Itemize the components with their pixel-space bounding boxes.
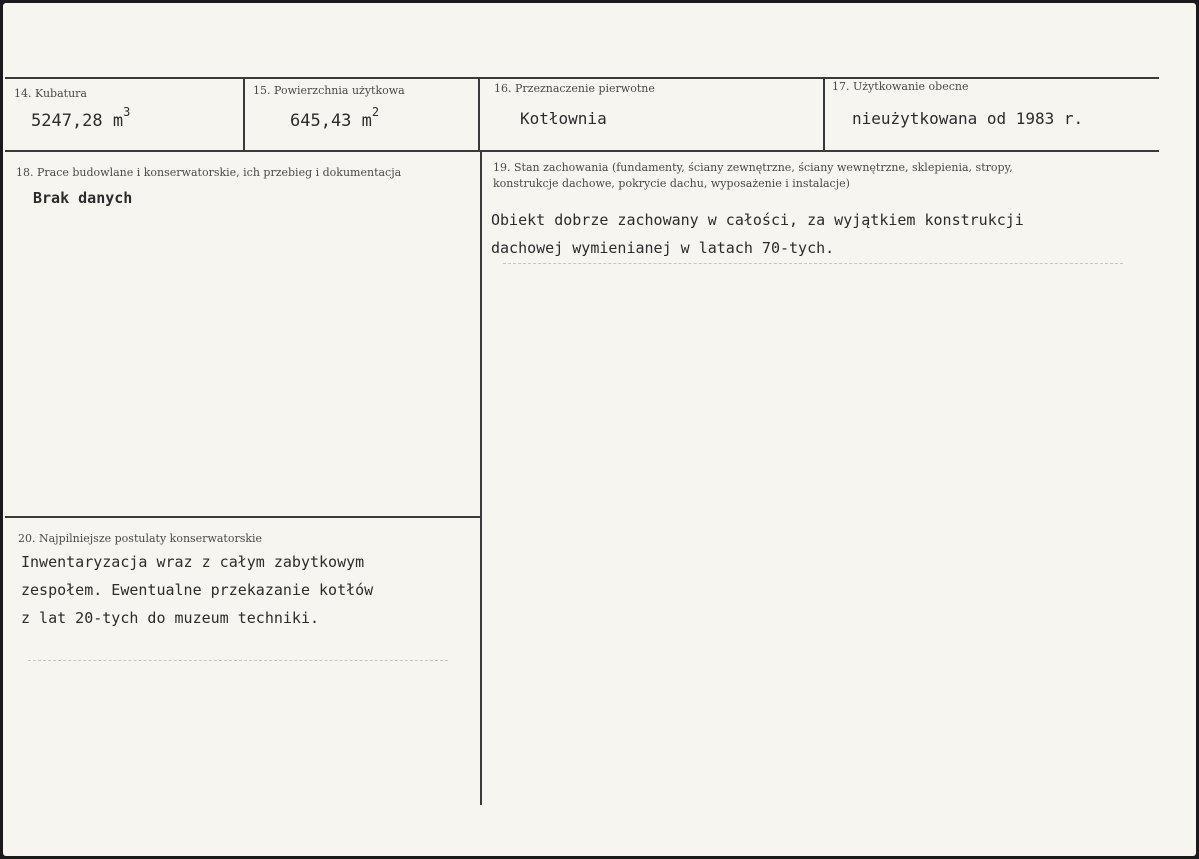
cubature-number: 5247,28 (31, 111, 103, 131)
cubature-unit: m (112, 111, 124, 131)
field-18-value: Brak danych (33, 189, 133, 207)
cubature-exponent: 3 (123, 105, 131, 120)
field-16-value: Kotłownia (520, 109, 607, 128)
field-19-label: 19. Stan zachowania (fundamenty, ściany zewnętrzne, ściany wewnętrzne, sklepienia, stropy, konstrukcje dachowe, pokrycie dachu, wyposażenie i instalacje) (493, 161, 1013, 190)
guide-line (28, 660, 448, 662)
field-20-line-1: Inwentaryzacja wraz z całym zabytkowym (21, 553, 365, 571)
area-exponent: 2 (371, 105, 380, 120)
field-20-label: 20. Najpilniejsze postulaty konserwatorskie (18, 532, 263, 545)
field-16-label: 16. Przeznaczenie pierwotne (494, 82, 655, 95)
divider-main (480, 150, 482, 805)
divider-18-20 (5, 516, 480, 518)
field-17-value: nieużytkowana od 1983 r. (852, 109, 1084, 128)
field-17-label: 17. Użytkowanie obecne (832, 80, 969, 93)
field-20-line-2: zespołem. Ewentualne przekazanie kotłów (21, 581, 374, 599)
divider-16-17 (823, 77, 825, 152)
field-14-value (31, 105, 131, 131)
field-15-value (290, 105, 380, 131)
area-number: 645,43 (290, 111, 352, 131)
field-20-value (21, 548, 461, 632)
field-20-line-3: z lat 20-tych do muzeum techniki. (21, 609, 320, 627)
top-row-top-border (5, 77, 1159, 79)
record-card (3, 3, 1196, 856)
area-unit: m (361, 111, 372, 131)
field-19-value (491, 206, 1171, 262)
divider-14-15 (243, 77, 245, 152)
field-19-line-2: dachowej wymienianej w latach 70-tych. (491, 239, 835, 257)
field-19-line-1: Obiekt dobrze zachowany w całości, za wyjątkiem konstrukcji (491, 211, 1024, 229)
field-15-label: 15. Powierzchnia użytkowa (253, 84, 405, 97)
divider-15-16 (478, 77, 480, 152)
field-18-label: 18. Prace budowlane i konserwatorskie, ich przebieg i dokumentacja (16, 166, 402, 179)
top-row-bottom-border (5, 150, 1159, 152)
guide-line (503, 263, 1123, 265)
field-14-label: 14. Kubatura (14, 87, 87, 100)
